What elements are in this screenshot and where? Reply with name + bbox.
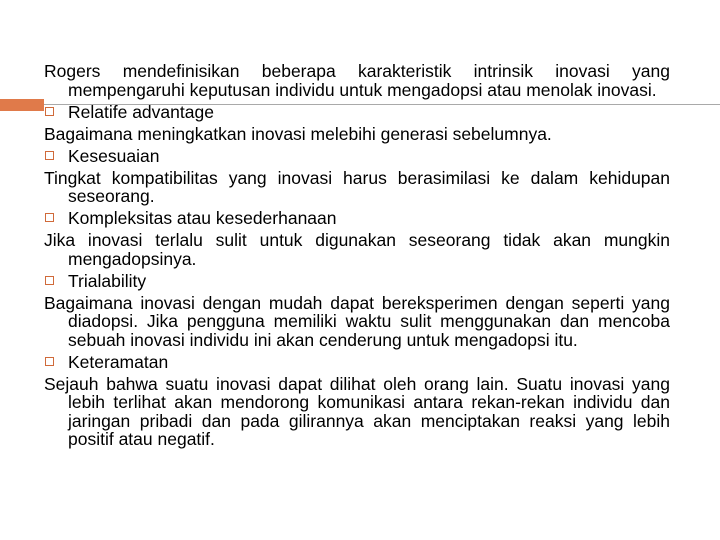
bullet-term: Kompleksitas atau kesederhanaan (68, 208, 337, 228)
bullet-description: Bagaimana meningkatkan inovasi melebihi generasi sebelumnya. (44, 123, 552, 144)
bullet-item-kompleksitas (44, 209, 670, 228)
square-bullet-icon (45, 357, 54, 366)
bullet-item-trialability (44, 272, 670, 291)
bullet-item-relative-advantage (44, 103, 670, 122)
bullet-description: Jika inovasi terlalu sulit untuk digunakan seseorang tidak akan mungkin mengadopsinya. (44, 230, 670, 269)
intro-paragraph: Rogers mendefinisikan beberapa karakteristik intrinsik inovasi yang mempengaruhi keputusan individu untuk mengadopsi atau menolak inovasi. (44, 61, 670, 100)
bullet-term: Kesesuaian (68, 145, 160, 166)
slide-body (44, 62, 670, 452)
bullet-item-keteramatan (44, 353, 670, 372)
bullet-description: Bagaimana inovasi dengan mudah dapat bereksperimen dengan seperti yang diadopsi. Jika pengguna memiliki waktu sulit menggunakan dan mencoba sebuah inovasi individu ini akan cenderung untuk mengadopsi itu. (44, 292, 670, 350)
square-bullet-icon (45, 276, 54, 285)
bullet-term: Keteramatan (68, 351, 169, 372)
title-accent-bar (0, 99, 44, 111)
bullet-description: Tingkat kompatibilitas yang inovasi harus berasimilasi ke dalam kehidupan seseorang. (44, 167, 670, 206)
square-bullet-icon (45, 151, 54, 160)
bullet-description: Sejauh bahwa suatu inovasi dapat dilihat oleh orang lain. Suatu inovasi yang lebih terlihat akan mendorong komunikasi antara rekan-rekan individu dan jaringan pribadi dan pada gilirannya akan menciptakan reaksi yang lebih positif atau negatif. (44, 373, 670, 449)
bullet-term: Trialability (68, 270, 147, 291)
square-bullet-icon (45, 213, 54, 222)
bullet-term: Relatife advantage (68, 101, 214, 122)
square-bullet-icon (45, 107, 54, 116)
bullet-item-kesesuaian (44, 147, 670, 166)
